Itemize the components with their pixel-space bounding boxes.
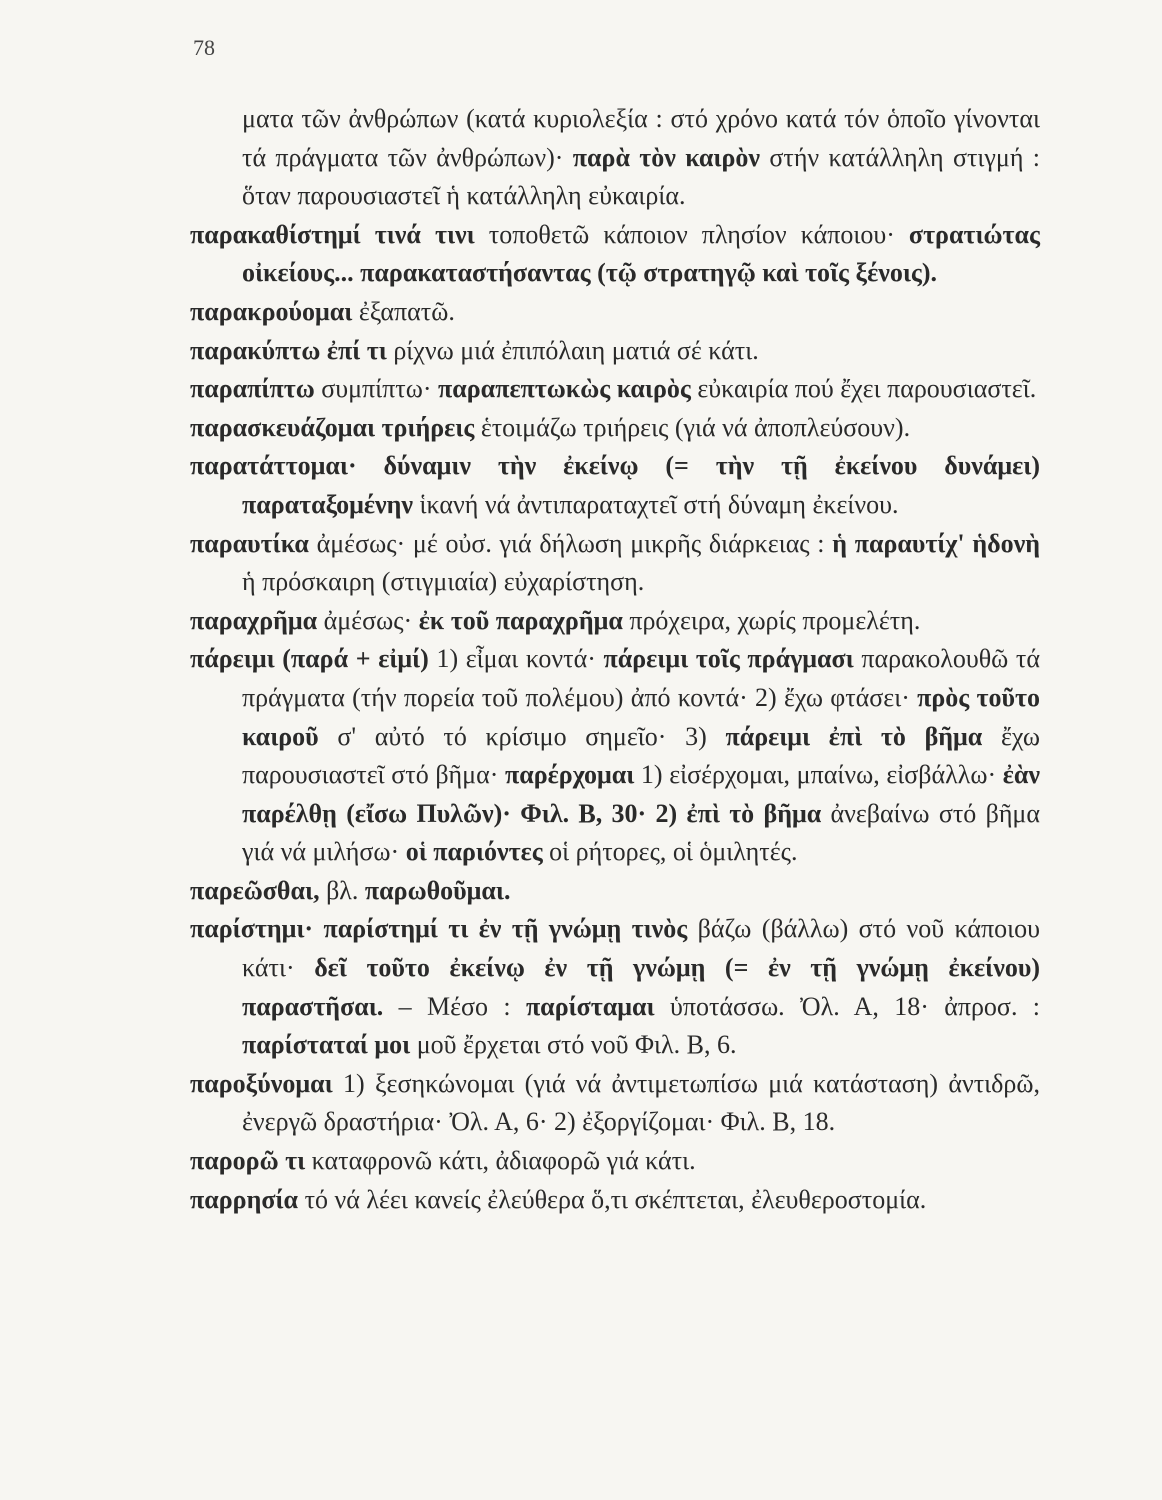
greek-term: παρορῶ τι [190,1146,306,1176]
entry-continuation [190,100,1040,216]
dictionary-entry [190,1181,1040,1220]
definition-text: 1) ξεσηκώνομαι (γιά νά ἀντιμετωπίσω μιά κατάσταση) ἀντιδρῶ, ἐνεργῶ δραστήρια· Ὀλ. Α, 6· 2) ἐξοργίζομαι· Φιλ. Β, 18. [242,1068,1040,1137]
definition-text: ματα τῶν ἀνθρώπων (κατά κυριολεξία : στό χρόνο κατά τόν ὁποῖο γίνονται τά πράγματα τῶν ἀνθρώπων)· [242,104,1040,172]
definition-text: καταφρονῶ κάτι, ἀδιαφορῶ γιά κάτι. [305,1146,696,1176]
definition-text: ἔχω παρουσιαστεῖ στό βῆμα· [242,721,1040,790]
dictionary-entries [190,100,1040,1219]
definition-text: βλ. [319,875,365,905]
dictionary-entry [190,602,1040,641]
greek-term: παραπεπτωκὼς καιρὸς [438,374,691,404]
greek-term: παρακύπτω ἐπί τι [190,335,387,365]
greek-term: παρίσταταί μοι [242,1030,411,1060]
definition-text: συμπίπτω· [314,374,439,404]
definition-text: ἀμέσως· μέ οὐσ. γιά δήλωση μικρῆς διάρκειας : [308,528,833,558]
definition-text: ἡ πρόσκαιρη (στιγμιαία) εὐχαρίστηση. [242,567,645,597]
greek-term: παρακαθίστημί τινά τινι [190,219,475,249]
greek-term: ἐὰν παρέλθῃ (εἴσω Πυλῶν)· Φιλ. Β, 30· 2) ἐπὶ τὸ βῆμα [242,760,1040,828]
definition-text: οἱ ρήτορες, οἱ ὁμιλητές. [542,837,798,867]
greek-term: παροξύνομαι [190,1068,333,1098]
greek-term: παραυτίκα [190,528,309,558]
dictionary-entry [190,370,1040,409]
greek-term: ἡ παραυτίχ' ἡδονὴ [832,528,1040,558]
greek-term: παρρησία [190,1184,299,1214]
greek-term: παρακρούομαι [190,296,353,326]
greek-term: ἐκ τοῦ παραχρῆμα [418,605,623,635]
definition-text: ὑποτάσσω. Ὀλ. Α, 18· ἀπροσ. : [654,991,1041,1021]
greek-term: παρατάττομαι· δύναμιν τὴν ἐκείνῳ (= τὴν τῇ ἐκείνου δυνάμει) παραταξομένην [190,451,1040,519]
greek-term: στρατιώτας οἰκείους... παρακαταστήσαντας (τῷ στρατηγῷ καὶ τοῖς ξένοις). [242,219,1040,288]
definition-text: σ' αὐτό τό κρίσιμο σημεῖο· 3) [318,721,726,751]
greek-term: παρεῶσθαι, [190,875,320,905]
greek-term: πάρειμι τοῖς πράγμασι [603,644,854,674]
definition-text: 1) εἰσέρχομαι, μπαίνω, εἰσβάλλω· [634,760,1003,790]
definition-text: παρακολουθῶ τά πράγματα (τήν πορεία τοῦ πολέμου) ἀπό κοντά· 2) ἔχω φτάσει· [242,644,1040,712]
greek-term: παραχρῆμα [190,605,318,635]
definition-text: 1) εἶμαι κοντά· [428,644,604,674]
definition-text: πρόχειρα, χωρίς προμελέτη. [622,605,921,635]
dictionary-entry [190,332,1040,371]
definition-text: ρίχνω μιά ἐπιπόλαιη ματιά σέ κάτι. [386,335,759,365]
dictionary-entry [190,447,1040,524]
dictionary-entry [190,409,1040,448]
greek-term: πάρειμι (παρά + εἰμί) [190,644,429,674]
greek-term: δεῖ τοῦτο ἐκείνῳ ἐν τῇ γνώμῃ (= ἐν τῇ γνώμῃ ἐκείνου) παραστῆσαι. [242,953,1040,1021]
greek-term: οἱ παριόντες [405,837,543,867]
definition-text: – Μέσο : [383,991,526,1021]
dictionary-entry [190,293,1040,332]
definition-text: τοποθετῶ κάποιον πλησίον κάποιου· [474,219,909,249]
greek-term: παραπίπτω [190,374,315,404]
greek-term: παρέρχομαι [505,760,635,790]
dictionary-entry [190,872,1040,911]
definition-text: μοῦ ἔρχεται στό νοῦ Φιλ. Β, 6. [410,1030,737,1060]
definition-text: ἀνεβαίνω στό βῆμα γιά νά μιλήσω· [242,798,1040,867]
dictionary-entry [190,1142,1040,1181]
definition-text: βάζω (βάλλω) στό νοῦ κάποιου κάτι· [242,914,1040,983]
definition-text: ἑτοιμάζω τριήρεις (γιά νά ἀποπλεύσουν). [474,412,911,442]
dictionary-entry [190,910,1040,1064]
greek-term: πρὸς τοῦτο καιροῦ [242,682,1040,751]
definition-text: ἀμέσως· [317,605,419,635]
definition-text: ἱκανή νά ἀντιπαραταχτεῖ στή δύναμη ἐκείνου. [413,489,899,519]
dictionary-entry [190,216,1040,293]
dictionary-entry [190,1065,1040,1142]
greek-term: παρὰ τὸν καιρὸν [572,142,761,172]
dictionary-entry [190,640,1040,872]
page-number: 78 [193,35,215,60]
definition-text: τό νά λέει κανείς ἐλεύθερα ὅ,τι σκέπτεται, ἐλευθεροστομία. [298,1184,927,1214]
greek-term: παρασκευάζομαι τριήρεις [190,412,475,442]
definition-text: ἐξαπατῶ. [352,296,455,326]
greek-term: πάρειμι ἐπὶ τὸ βῆμα [725,721,983,751]
definition-text: εὐκαιρία πού ἔχει παρουσιαστεῖ. [690,374,1037,404]
greek-term: παρίσταμαι [525,991,655,1021]
greek-term: παρίστημι· παρίστημί τι ἐν τῇ γνώμῃ τινὸς [190,914,688,944]
definition-text: στήν κατάλληλη στιγμή : ὅταν παρουσιαστεῖ ἡ κατάλληλη εὐκαιρία. [242,142,1040,211]
dictionary-entry [190,525,1040,602]
greek-term: παρωθοῦμαι. [364,875,511,905]
